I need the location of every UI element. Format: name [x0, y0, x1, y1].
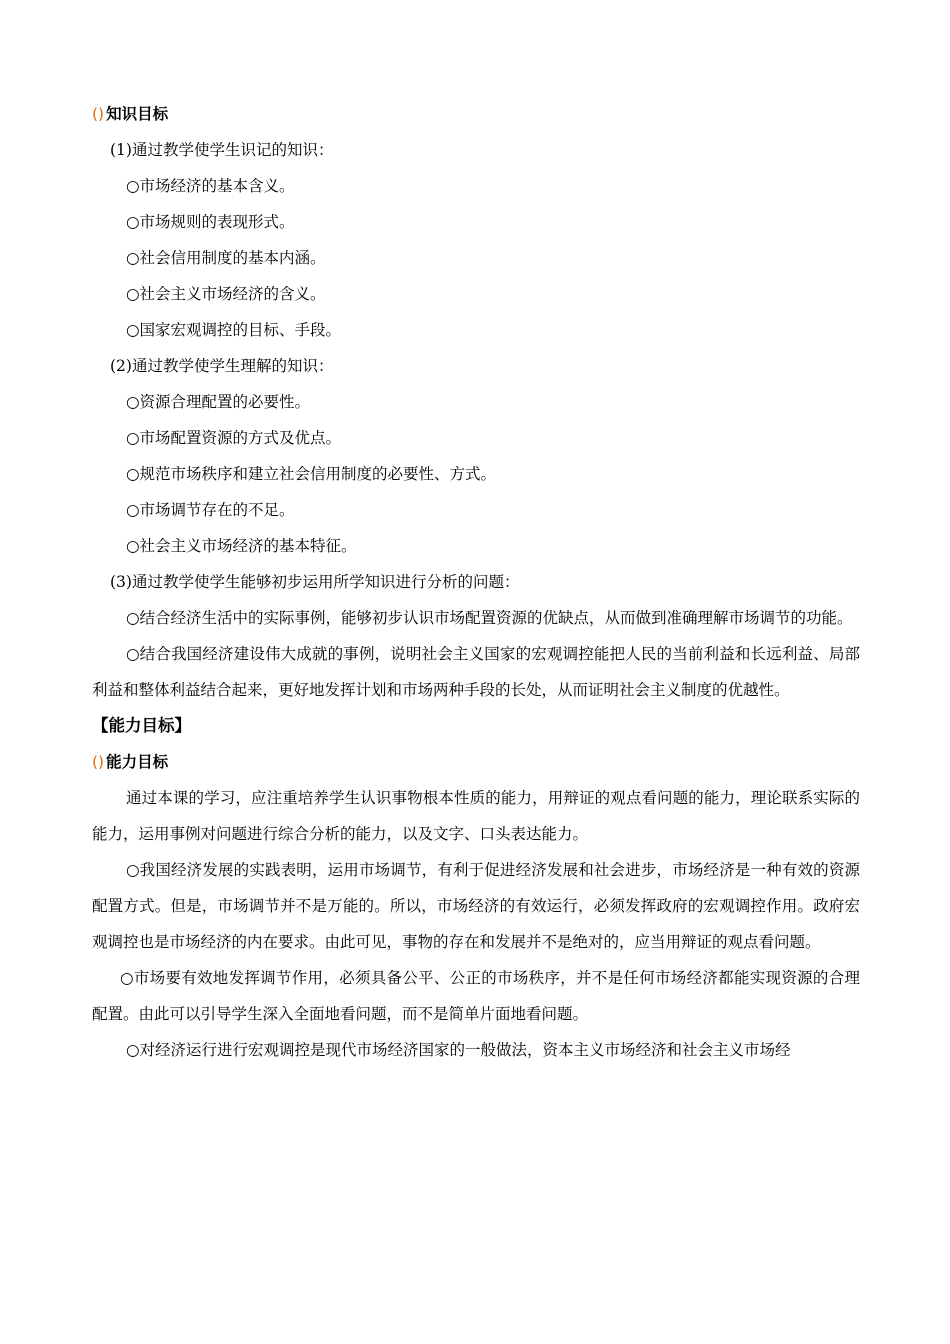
knowledge-item: ○市场经济的基本含义。 — [126, 177, 295, 195]
ability-paragraph-3: ○市场要有效地发挥调节作用，必须具备公平、公正的市场秩序，并不是任何市场经济都能实现资源的合理配置。由此可以引导学生深入全面地看问题，而不是简单片面地看问题。 — [92, 969, 860, 1023]
ability-section-title: 【能力目标】 — [92, 716, 191, 735]
knowledge-sub-3: (3)通过教学使学生能够初步运用所学知识进行分析的问题： — [110, 573, 520, 591]
knowledge-item: ○社会主义市场经济的基本特征。 — [126, 537, 357, 555]
knowledge-item: ○社会主义市场经济的含义。 — [126, 285, 326, 303]
knowledge-sub-2: (2)通过教学使学生理解的知识： — [110, 357, 334, 375]
knowledge-item: ○社会信用制度的基本内涵。 — [126, 249, 326, 267]
ability-paragraph-1: 通过本课的学习，应注重培养学生认识事物根本性质的能力，用辩证的观点看问题的能力，理论联系实际的能力，运用事例对问题进行综合分析的能力，以及文字、口头表达能力。 — [92, 789, 860, 843]
ability-heading-text: 能力目标 — [106, 753, 169, 771]
knowledge-paragraph-2: ○结合我国经济建设伟大成就的事例，说明社会主义国家的宏观调控能把人民的当前利益和长远利益、局部利益和整体利益结合起来，更好地发挥计划和市场两种手段的长处，从而证明社会主义制度的优越性。 — [92, 645, 860, 699]
knowledge-sub-1: (1)通过教学使学生识记的知识： — [110, 141, 334, 159]
knowledge-heading — [92, 96, 860, 132]
knowledge-item: ○资源合理配置的必要性。 — [126, 393, 311, 411]
knowledge-paragraph-1: ○结合经济生活中的实际事例，能够初步认识市场配置资源的优缺点，从而做到准确理解市场调节的功能。 — [126, 609, 853, 627]
knowledge-item: ○规范市场秩序和建立社会信用制度的必要性、方式。 — [126, 465, 497, 483]
heading-marker-icon: () — [92, 753, 105, 771]
ability-paragraph-2: ○我国经济发展的实践表明，运用市场调节，有利于促进经济发展和社会进步，市场经济是一种有效的资源配置方式。但是，市场调节并不是万能的。所以，市场经济的有效运行，必须发挥政府的宏观调控作用。政府宏观调控也是市场经济的内在要求。由此可见，事物的存在和发展并不是绝对的，应当用辩证的观点看问题。 — [92, 861, 860, 951]
ability-heading — [92, 744, 860, 780]
knowledge-heading-text: 知识目标 — [106, 105, 169, 123]
ability-paragraph-4: ○对经济运行进行宏观调控是现代市场经济国家的一般做法，资本主义市场经济和社会主义市场经 — [126, 1041, 791, 1059]
knowledge-item: ○市场配置资源的方式及优点。 — [126, 429, 342, 447]
heading-marker-icon: () — [92, 105, 105, 123]
knowledge-item: ○市场规则的表现形式。 — [126, 213, 295, 231]
knowledge-item: ○市场调节存在的不足。 — [126, 501, 295, 519]
knowledge-item: ○国家宏观调控的目标、手段。 — [126, 321, 342, 339]
